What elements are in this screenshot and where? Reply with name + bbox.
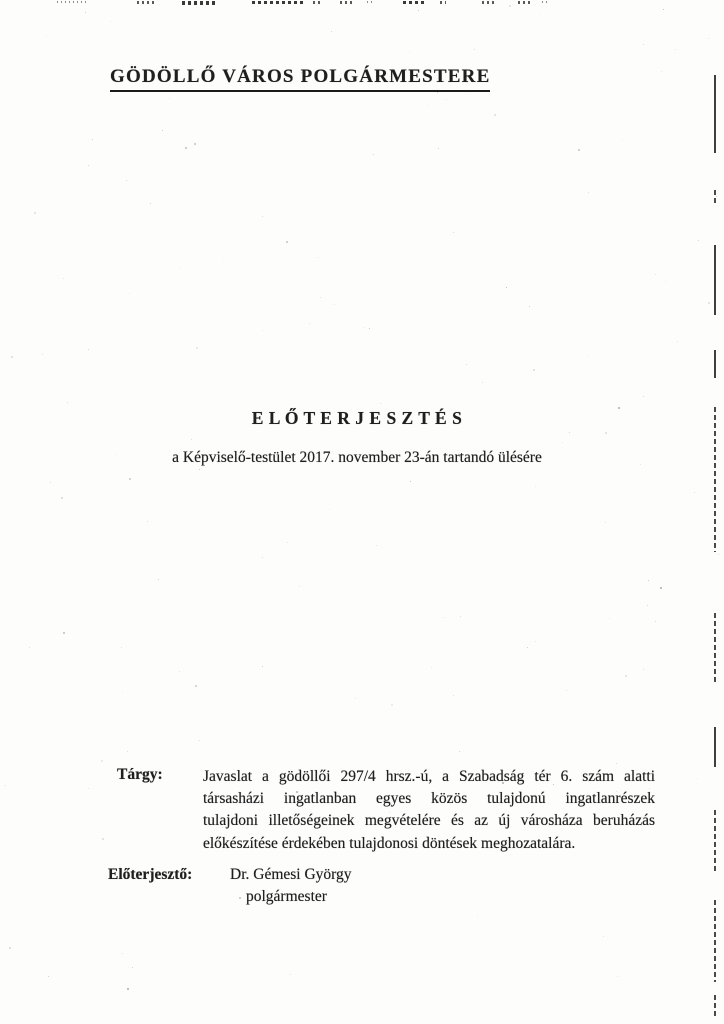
subject-label: Tárgy: xyxy=(117,766,163,783)
subject-text xyxy=(203,766,655,855)
presenter-role: polgármester xyxy=(246,888,327,905)
presenter-label: Előterjesztő: xyxy=(108,866,193,883)
subject-text-line: társasházi ingatlanban egyes közös tulajdonú ingatlanrészek xyxy=(203,790,655,808)
subject-text-line: tulajdoni illetőségeinek megvételére és az új városháza beruházás xyxy=(203,812,655,830)
meeting-subtitle: a Képviselő-testület 2017. november 23-án tartandó ülésére xyxy=(172,449,542,466)
subject-text-line: Javaslat a gödöllői 297/4 hrsz.-ú, a Szabadság tér 6. szám alatti xyxy=(203,768,655,785)
subject-text-line: előkészítése érdekében tulajdonosi döntések meghozatalára. xyxy=(203,834,576,852)
document-title: E L Ő T E R J E S Z T É S xyxy=(251,408,463,428)
presenter-name: Dr. Gémesi György xyxy=(230,866,352,883)
document-header: GÖDÖLLŐ VÁROS POLGÁRMESTERE xyxy=(110,66,490,92)
